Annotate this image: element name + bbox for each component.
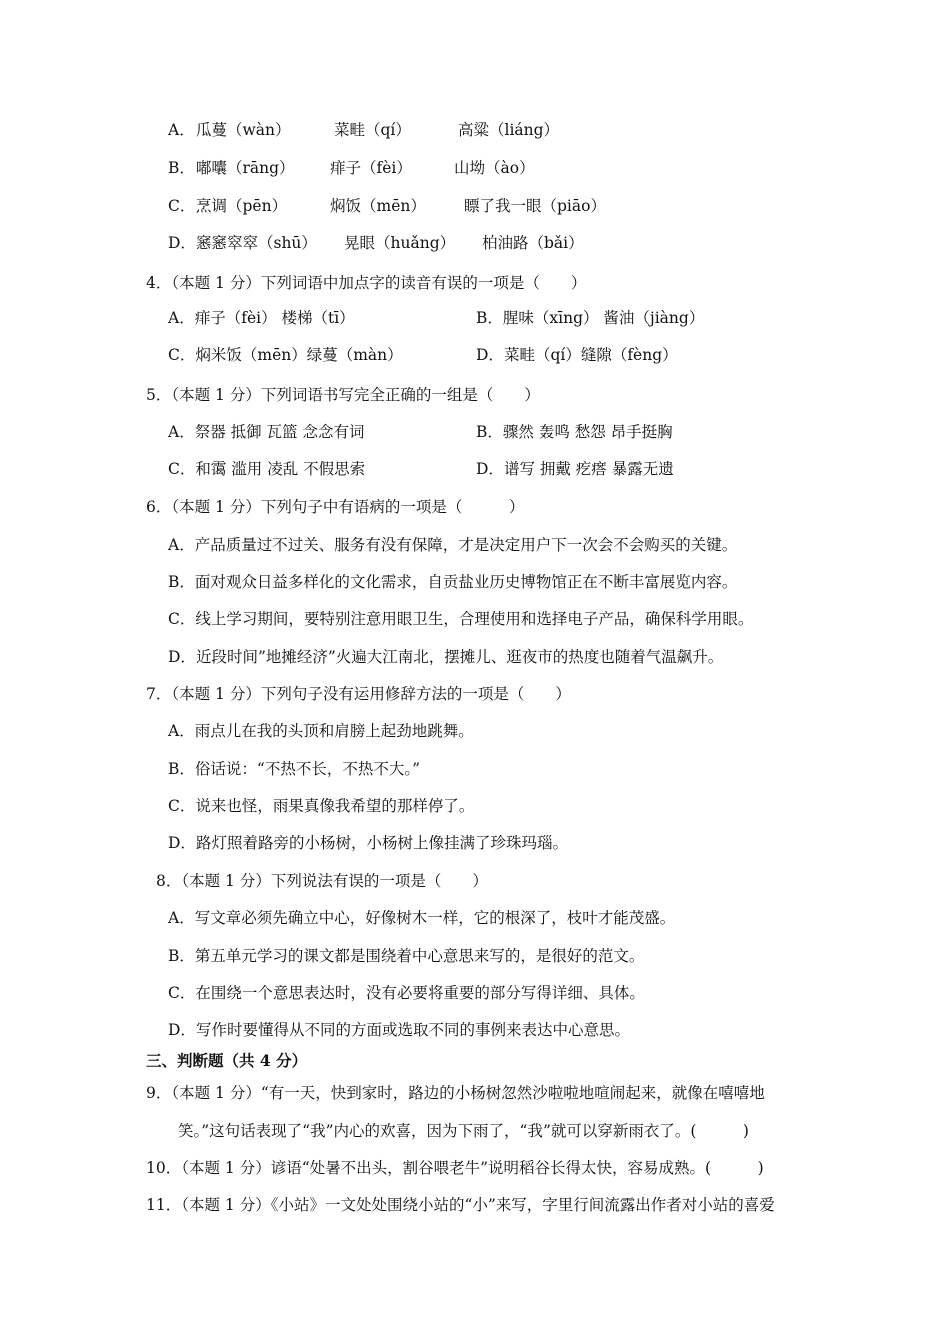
option-label: C． [168, 197, 196, 215]
q6-option-b: B．面对观众日益多样化的文化需求，自贡盐业历史博物馆正在不断丰富展览内容。 [168, 573, 738, 591]
q7-option-d: D．路灯照着路旁的小杨树，小杨树上像挂满了珍珠玛瑙。 [168, 834, 568, 852]
q8-option-b: B．第五单元学习的课文都是围绕着中心意思来写的，是很好的范文。 [168, 947, 645, 965]
option-item: 烹调（pēn） [196, 197, 288, 215]
option-item: 高粱（liáng） [458, 121, 560, 139]
option-item: 窸窸窣窣（shū） [196, 234, 317, 252]
q4-option-a: A．痱子（fèi） 楼梯（tī） [168, 309, 355, 327]
q5-option-a: A．祭器 抵御 瓦篮 念念有词 [168, 423, 365, 441]
question-5-stem: 5．（本题 1 分）下列词语书写完全正确的一组是（ ） [146, 386, 540, 404]
q6-option-c: C．线上学习期间，要特别注意用眼卫生，合理使用和选择电子产品，确保科学用眼。 [168, 610, 754, 628]
option-item: 柏油路（bǎi） [482, 234, 584, 252]
q8-option-a: A．写文章必须先确立中心，好像树木一样，它的根深了，枝叶才能茂盛。 [168, 909, 676, 927]
q5-option-b: B．骤然 轰鸣 愁怨 昂手挺胸 [476, 423, 673, 441]
q4-option-d: D．菜畦（qí）缝隙（fèng） [476, 346, 678, 364]
section-heading: 三、判断题（共 4 分） [146, 1051, 308, 1070]
q6-option-a: A．产品质量过不过关、服务有没有保障，才是决定用户下一次会不会购买的关键。 [168, 536, 738, 554]
option-item: 痱子（fèi） [330, 159, 412, 177]
question-9-line-1: 9．（本题 1 分）“有一天，快到家时，路边的小杨树忽然沙啦啦地喧闹起来，就像在嘻嘻地 [146, 1084, 765, 1102]
question-6-stem: 6．（本题 1 分）下列句子中有语病的一项是（ ） [146, 498, 525, 516]
option-label: B． [168, 159, 195, 177]
option-label: D． [168, 234, 196, 252]
option-item: 嘟囔（rāng） [196, 159, 295, 177]
option-item: 瞟了我一眼（piāo） [464, 197, 606, 215]
option-item: 菜畦（qí） [334, 121, 411, 139]
q7-option-c: C．说来也怪，雨果真像我希望的那样停了。 [168, 797, 475, 815]
option-item: 焖饭（mēn） [330, 197, 426, 215]
option-label: A． [168, 121, 195, 139]
q4-option-c: C．焖米饭（mēn）绿蔓（màn） [168, 346, 403, 364]
q6-option-d: D．近段时间”地摊经济”火遍大江南北，摆摊儿、逛夜市的热度也随着气温飙升。 [168, 648, 724, 666]
option-item: 瓜蔓（wàn） [196, 121, 291, 139]
q8-option-c: C．在围绕一个意思表达时，没有必要将重要的部分写得详细、具体。 [168, 984, 645, 1002]
question-10: 10．（本题 1 分）谚语“处暑不出头，割谷喂老牛”说明稻谷长得太快，容易成熟。( ) [146, 1159, 764, 1177]
q5-option-c: C．和霭 滥用 凌乱 不假思索 [168, 460, 366, 478]
question-4-stem: 4．（本题 1 分）下列词语中加点字的读音有误的一项是（ ） [146, 274, 587, 292]
q5-option-d: D．谱写 拥戴 疙瘩 暴露无遗 [476, 460, 674, 478]
question-9-line-2: 笑。”这句话表现了“我”内心的欢喜，因为下雨了，“我”就可以穿新雨衣了。( ) [178, 1122, 749, 1140]
question-7-stem: 7．（本题 1 分）下列句子没有运用修辞方法的一项是（ ） [146, 685, 571, 703]
question-11: 11．（本题 1 分）《小站》一文处处围绕小站的“小”来写，字里行间流露出作者对小站的喜爱 [146, 1196, 775, 1214]
option-item: 晃眼（huǎng） [344, 234, 456, 252]
question-8-stem: 8．（本题 1 分）下列说法有误的一项是（ ） [156, 872, 488, 890]
q8-option-d: D．写作时要懂得从不同的方面或选取不同的事例来表达中心意思。 [168, 1021, 630, 1039]
q4-option-b: B．腥味（xīng） 酱油（jiàng） [476, 309, 705, 327]
option-item: 山坳（ào） [454, 159, 535, 177]
q7-option-b: B．俗话说：“不热不长，不热不大。” [168, 760, 420, 778]
q7-option-a: A．雨点儿在我的头顶和肩膀上起劲地跳舞。 [168, 722, 474, 740]
